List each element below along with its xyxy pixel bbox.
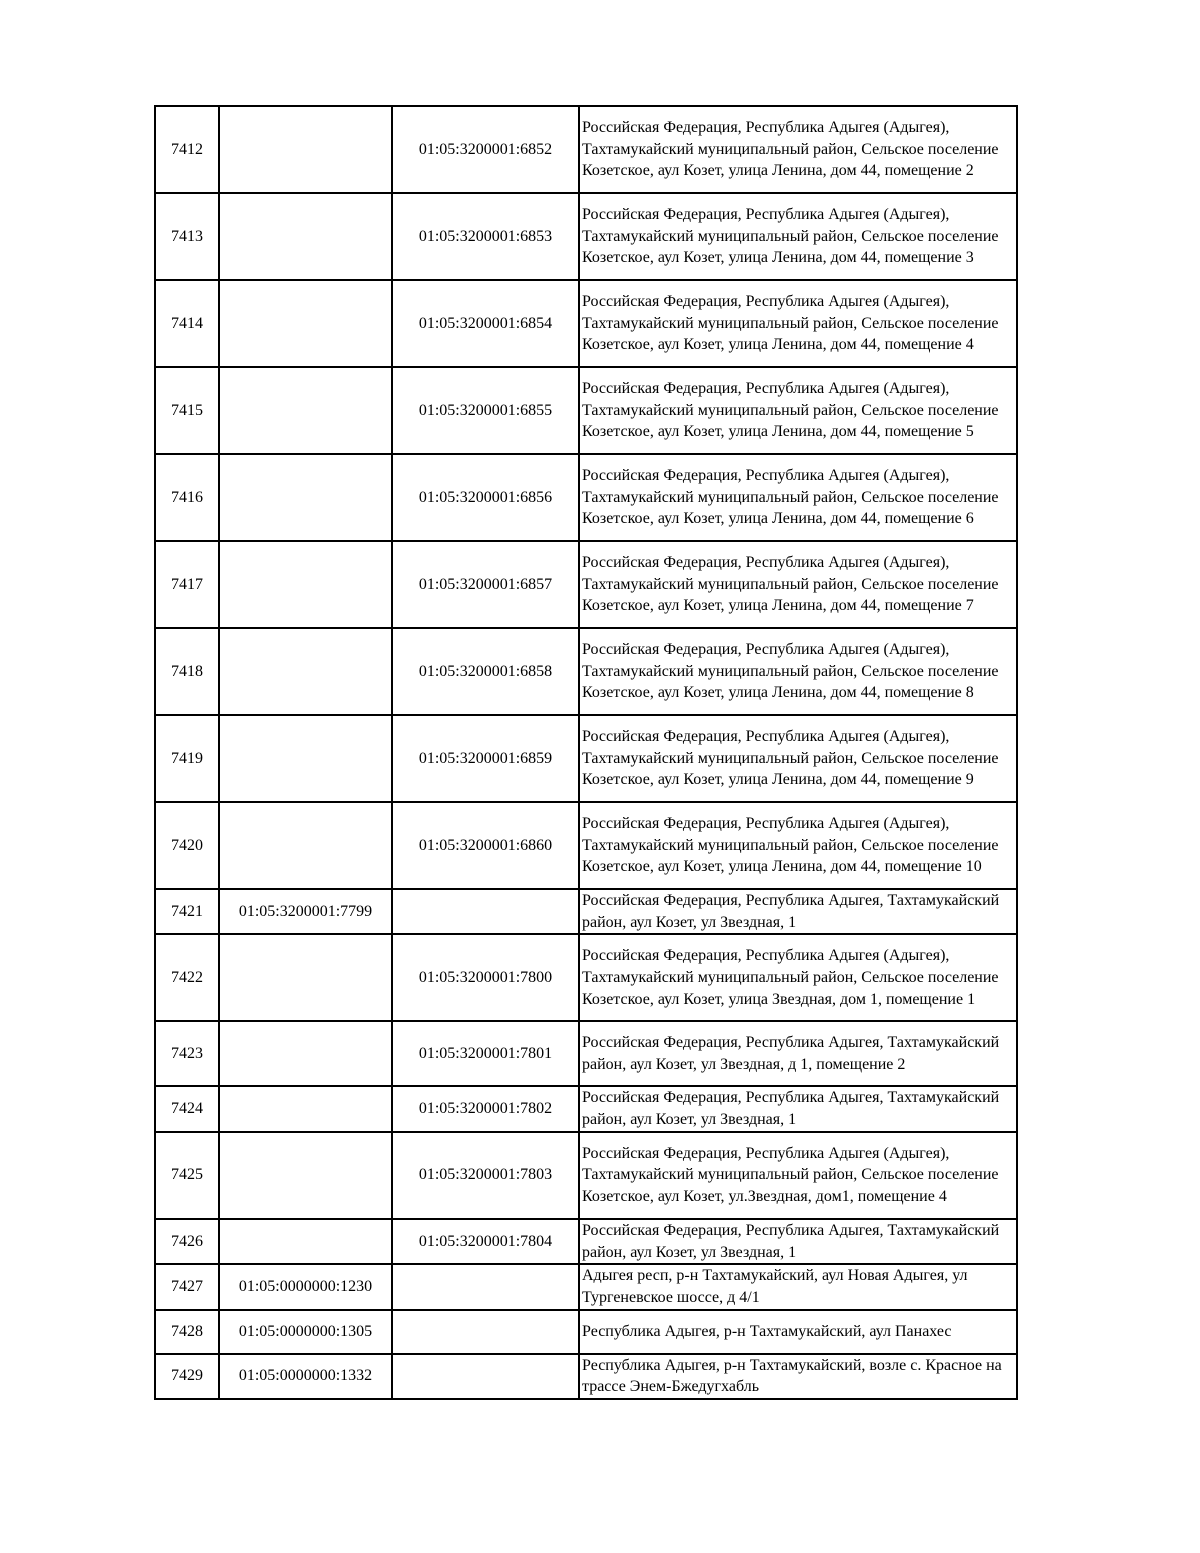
address-cell: Российская Федерация, Республика Адыгея (Адыгея), Тахтамукайский муниципальный район, Сельское поселение Козетское, аул Козет, улица Ленина, дом 44, помещение 3 bbox=[579, 193, 1017, 280]
address-cell: Российская Федерация, Республика Адыгея (Адыгея), Тахтамукайский муниципальный район, Сельское поселение Козетское, аул Козет, улица Ленина, дом 44, помещение 7 bbox=[579, 541, 1017, 628]
cadastral-number-premises bbox=[392, 1354, 579, 1399]
address-cell: Российская Федерация, Республика Адыгея, Тахтамукайский район, аул Козет, ул Звездная, 1 bbox=[579, 889, 1017, 934]
table-row bbox=[155, 1354, 1017, 1399]
address-cell: Российская Федерация, Республика Адыгея (Адыгея), Тахтамукайский муниципальный район, Сельское поселение Козетское, аул Козет, улица Ленина, дом 44, помещение 5 bbox=[579, 367, 1017, 454]
table-row bbox=[155, 934, 1017, 1021]
row-number: 7417 bbox=[155, 541, 219, 628]
cadastral-number-land: 01:05:3200001:7799 bbox=[219, 889, 392, 934]
row-number: 7419 bbox=[155, 715, 219, 802]
cadastral-number-premises: 01:05:3200001:7803 bbox=[392, 1132, 579, 1219]
table-row bbox=[155, 1021, 1017, 1086]
table-row bbox=[155, 628, 1017, 715]
row-number: 7428 bbox=[155, 1310, 219, 1354]
cadastral-number-premises bbox=[392, 889, 579, 934]
address-cell: Российская Федерация, Республика Адыгея, Тахтамукайский район, аул Козет, ул Звездная, д 1, помещение 2 bbox=[579, 1021, 1017, 1086]
cadastral-number-land: 01:05:0000000:1305 bbox=[219, 1310, 392, 1354]
row-number: 7425 bbox=[155, 1132, 219, 1219]
cadastral-number-premises: 01:05:3200001:7804 bbox=[392, 1219, 579, 1264]
row-number: 7413 bbox=[155, 193, 219, 280]
table-row bbox=[155, 1310, 1017, 1354]
cadastral-number-land bbox=[219, 1132, 392, 1219]
address-cell: Республика Адыгея, р-н Тахтамукайский, возле с. Красное на трассе Энем-Бжедугхабль bbox=[579, 1354, 1017, 1399]
cadastral-number-premises: 01:05:3200001:7800 bbox=[392, 934, 579, 1021]
table-row bbox=[155, 193, 1017, 280]
row-number: 7420 bbox=[155, 802, 219, 889]
table-row bbox=[155, 802, 1017, 889]
cadastral-number-land bbox=[219, 802, 392, 889]
address-cell: Российская Федерация, Республика Адыгея (Адыгея), Тахтамукайский муниципальный район, Сельское поселение Козетское, аул Козет, улица Ленина, дом 44, помещение 8 bbox=[579, 628, 1017, 715]
table-row bbox=[155, 889, 1017, 934]
cadastral-number-premises: 01:05:3200001:6860 bbox=[392, 802, 579, 889]
cadastral-number-land bbox=[219, 454, 392, 541]
row-number: 7426 bbox=[155, 1219, 219, 1264]
row-number: 7421 bbox=[155, 889, 219, 934]
address-cell: Российская Федерация, Республика Адыгея, Тахтамукайский район, аул Козет, ул Звездная, 1 bbox=[579, 1086, 1017, 1131]
cadastral-number-premises: 01:05:3200001:6853 bbox=[392, 193, 579, 280]
registry-body bbox=[155, 106, 1017, 1399]
address-cell: Российская Федерация, Республика Адыгея (Адыгея), Тахтамукайский муниципальный район, Сельское поселение Козетское, аул Козет, улица Ленина, дом 44, помещение 9 bbox=[579, 715, 1017, 802]
table-row bbox=[155, 541, 1017, 628]
cadastral-number-premises: 01:05:3200001:6858 bbox=[392, 628, 579, 715]
registry-table bbox=[154, 105, 1018, 1400]
cadastral-number-land bbox=[219, 715, 392, 802]
cadastral-number-land bbox=[219, 934, 392, 1021]
cadastral-number-premises: 01:05:3200001:6857 bbox=[392, 541, 579, 628]
table-row bbox=[155, 1219, 1017, 1264]
cadastral-number-land bbox=[219, 280, 392, 367]
table-row bbox=[155, 1086, 1017, 1131]
cadastral-number-land bbox=[219, 193, 392, 280]
cadastral-number-premises: 01:05:3200001:6854 bbox=[392, 280, 579, 367]
row-number: 7415 bbox=[155, 367, 219, 454]
cadastral-number-premises: 01:05:3200001:6856 bbox=[392, 454, 579, 541]
address-cell: Российская Федерация, Республика Адыгея (Адыгея), Тахтамукайский муниципальный район, Сельское поселение Козетское, аул Козет, ул.Звездная, дом1, помещение 4 bbox=[579, 1132, 1017, 1219]
cadastral-number-premises: 01:05:3200001:6855 bbox=[392, 367, 579, 454]
cadastral-number-land bbox=[219, 541, 392, 628]
table-row bbox=[155, 715, 1017, 802]
address-cell: Республика Адыгея, р-н Тахтамукайский, аул Панахес bbox=[579, 1310, 1017, 1354]
address-cell: Адыгея респ, р-н Тахтамукайский, аул Новая Адыгея, ул Тургеневское шоссе, д 4/1 bbox=[579, 1264, 1017, 1309]
cadastral-number-land bbox=[219, 628, 392, 715]
cadastral-number-premises bbox=[392, 1264, 579, 1309]
row-number: 7418 bbox=[155, 628, 219, 715]
row-number: 7422 bbox=[155, 934, 219, 1021]
address-cell: Российская Федерация, Республика Адыгея (Адыгея), Тахтамукайский муниципальный район, Сельское поселение Козетское, аул Козет, улица Ленина, дом 44, помещение 6 bbox=[579, 454, 1017, 541]
cadastral-number-land bbox=[219, 1021, 392, 1086]
table-row bbox=[155, 1132, 1017, 1219]
table-row bbox=[155, 106, 1017, 193]
cadastral-number-premises: 01:05:3200001:6859 bbox=[392, 715, 579, 802]
address-cell: Российская Федерация, Республика Адыгея (Адыгея), Тахтамукайский муниципальный район, Сельское поселение Козетское, аул Козет, улица Ленина, дом 44, помещение 10 bbox=[579, 802, 1017, 889]
address-cell: Российская Федерация, Республика Адыгея, Тахтамукайский район, аул Козет, ул Звездная, 1 bbox=[579, 1219, 1017, 1264]
cadastral-number-land: 01:05:0000000:1230 bbox=[219, 1264, 392, 1309]
table-row bbox=[155, 280, 1017, 367]
cadastral-number-premises bbox=[392, 1310, 579, 1354]
address-cell: Российская Федерация, Республика Адыгея (Адыгея), Тахтамукайский муниципальный район, Сельское поселение Козетское, аул Козет, улица Звездная, дом 1, помещение 1 bbox=[579, 934, 1017, 1021]
cadastral-number-premises: 01:05:3200001:7802 bbox=[392, 1086, 579, 1131]
cadastral-number-premises: 01:05:3200001:6852 bbox=[392, 106, 579, 193]
cadastral-number-land bbox=[219, 1219, 392, 1264]
row-number: 7414 bbox=[155, 280, 219, 367]
row-number: 7429 bbox=[155, 1354, 219, 1399]
table-row bbox=[155, 367, 1017, 454]
row-number: 7416 bbox=[155, 454, 219, 541]
cadastral-number-land: 01:05:0000000:1332 bbox=[219, 1354, 392, 1399]
row-number: 7423 bbox=[155, 1021, 219, 1086]
row-number: 7412 bbox=[155, 106, 219, 193]
address-cell: Российская Федерация, Республика Адыгея (Адыгея), Тахтамукайский муниципальный район, Сельское поселение Козетское, аул Козет, улица Ленина, дом 44, помещение 4 bbox=[579, 280, 1017, 367]
cadastral-number-land bbox=[219, 106, 392, 193]
address-cell: Российская Федерация, Республика Адыгея (Адыгея), Тахтамукайский муниципальный район, Сельское поселение Козетское, аул Козет, улица Ленина, дом 44, помещение 2 bbox=[579, 106, 1017, 193]
cadastral-number-premises: 01:05:3200001:7801 bbox=[392, 1021, 579, 1086]
table-row bbox=[155, 454, 1017, 541]
table-row bbox=[155, 1264, 1017, 1309]
cadastral-number-land bbox=[219, 1086, 392, 1131]
row-number: 7427 bbox=[155, 1264, 219, 1309]
cadastral-number-land bbox=[219, 367, 392, 454]
row-number: 7424 bbox=[155, 1086, 219, 1131]
